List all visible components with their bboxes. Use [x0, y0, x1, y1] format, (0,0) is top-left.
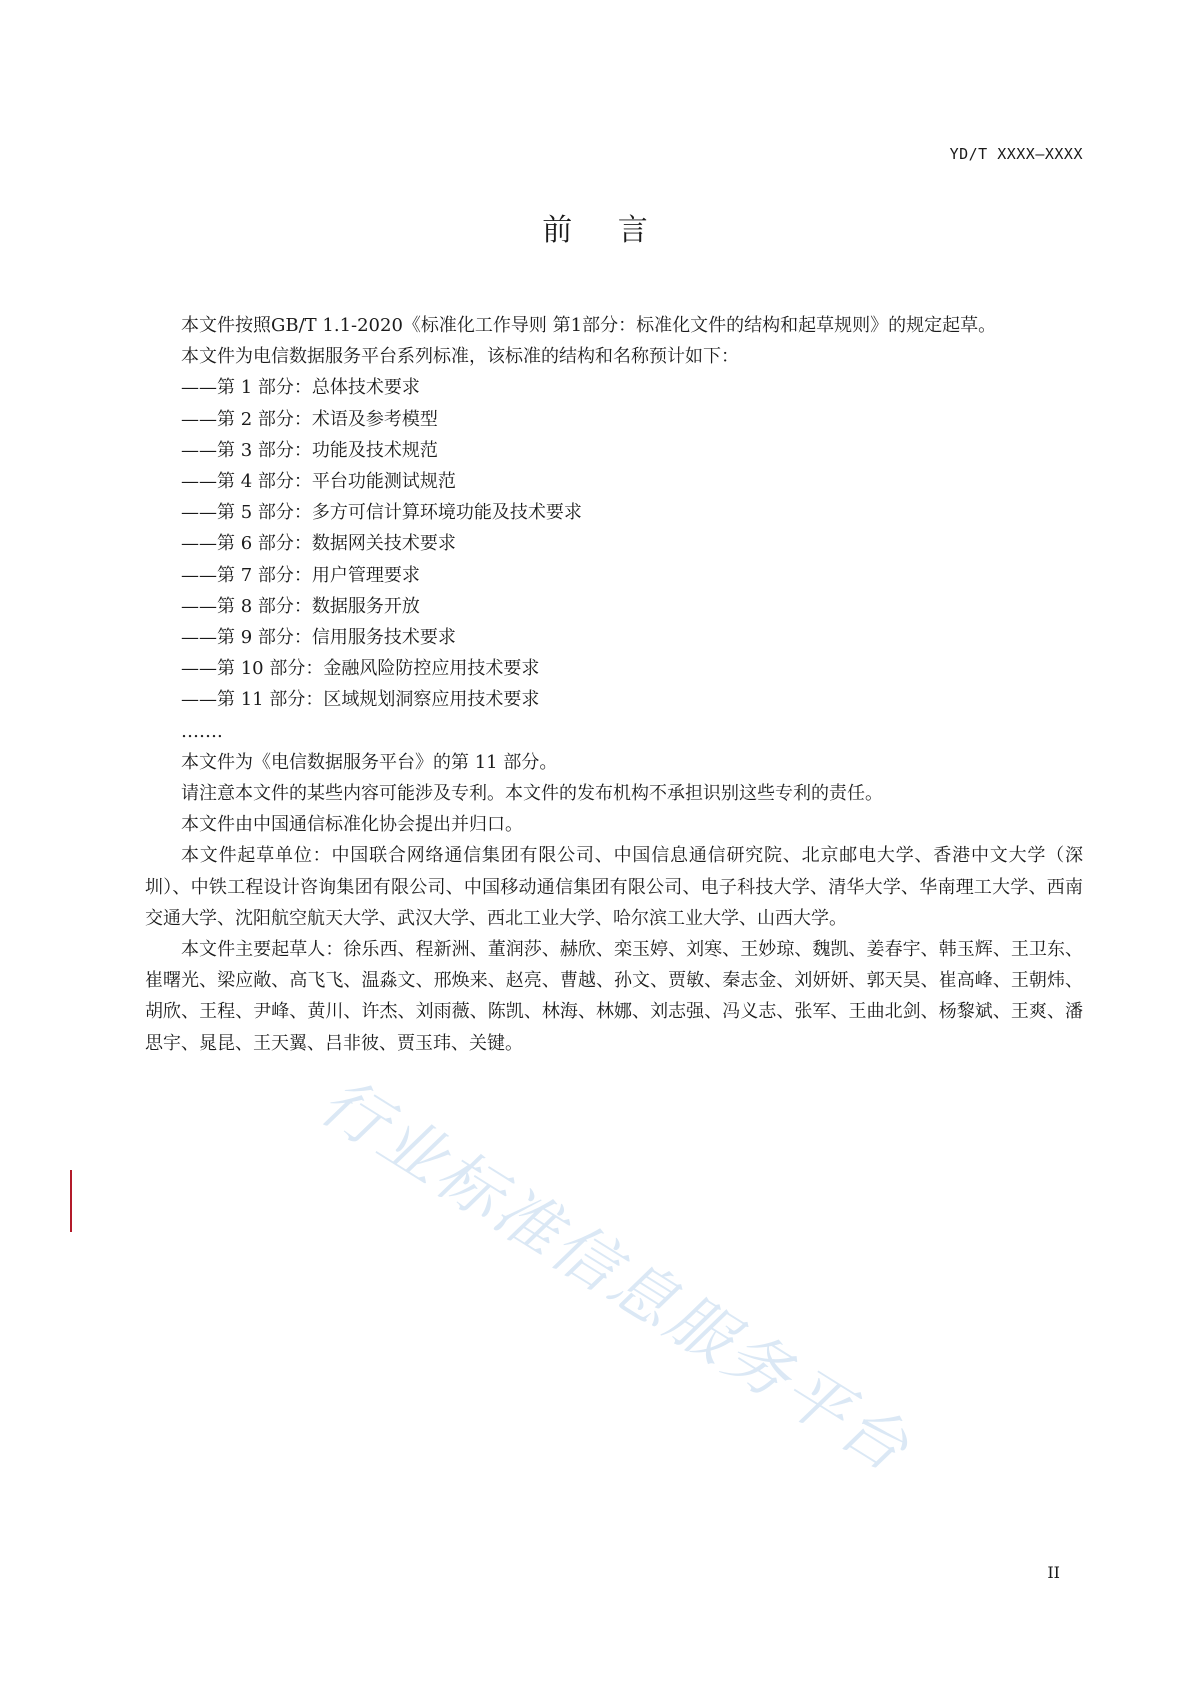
list-item: ——第 9 部分：信用服务技术要求 — [181, 627, 456, 649]
list-item: ——第 3 部分：功能及技术规范 — [181, 439, 438, 461]
paragraph-drafting-basis: 本文件按照GB/T 1.1-2020《标准化工作导则 第1部分：标准化文件的结构和起草规则》的规定起草。 — [181, 315, 997, 336]
paragraph-proposer: 本文件由中国通信标准化协会提出并归口。 — [181, 814, 523, 836]
list-item: ……. — [181, 720, 223, 742]
list-item: ——第 1 部分：总体技术要求 — [181, 377, 420, 399]
list-item: ——第 6 部分：数据网关技术要求 — [181, 533, 456, 555]
list-item: ——第 4 部分：平台功能测试规范 — [181, 471, 456, 493]
parts-list — [145, 372, 1083, 746]
paragraph-series-intro: 本文件为电信数据服务平台系列标准，该标准的结构和名称预计如下： — [181, 346, 739, 368]
doc-code: YD/T XXXX—XXXX — [949, 145, 1083, 163]
list-item: ——第 11 部分：区域规划洞察应用技术要求 — [181, 689, 540, 711]
paragraph-drafting-units: 本文件起草单位：中国联合网络通信集团有限公司、中国信息通信研究院、北京邮电大学、香港中文大学（深圳）、中铁工程设计咨询集团有限公司、中国移动通信集团有限公司、电子科技大学、清华大学、华南理工大学、西南交通大学、沈阳航空航天大学、武汉大学、西北工业大学、哈尔滨工业大学、山西大学。 — [145, 845, 1083, 929]
margin-mark — [70, 1170, 72, 1232]
list-item: ——第 10 部分：金融风险防控应用技术要求 — [181, 658, 540, 680]
paragraph-patent-notice: 请注意本文件的某些内容可能涉及专利。本文件的发布机构不承担识别这些专利的责任。 — [181, 783, 883, 805]
document-body — [145, 310, 1083, 1059]
list-item: ——第 2 部分：术语及参考模型 — [181, 408, 438, 430]
paragraph-drafters: 本文件主要起草人：徐乐西、程新洲、董润莎、赫欣、栾玉婷、刘寒、王妙琼、魏凯、姜春宇、韩玉辉、王卫东、崔曙光、梁应敞、高飞飞、温淼文、邢焕来、赵亮、曹越、孙文、贾敏、秦志金、刘妍妍、郭天昊、崔高峰、王朝炜、胡欣、王程、尹峰、黄川、许杰、刘雨薇、陈凯、林海、林娜、刘志强、冯义志、张军、王曲北剑、杨黎斌、王爽、潘思宇、晁昆、王天翼、吕非彼、贾玉玮、关键。 — [145, 939, 1083, 1054]
watermark: 行业标准信息服务平台 — [307, 1064, 924, 1488]
paragraph-part-statement: 本文件为《电信数据服务平台》的第 11 部分。 — [181, 751, 558, 773]
page-title: 前 言 — [542, 213, 666, 248]
list-item: ——第 8 部分：数据服务开放 — [181, 595, 420, 617]
list-item: ——第 5 部分：多方可信计算环境功能及技术要求 — [181, 502, 582, 524]
page-number: II — [1047, 1563, 1060, 1582]
list-item: ——第 7 部分：用户管理要求 — [181, 564, 420, 586]
